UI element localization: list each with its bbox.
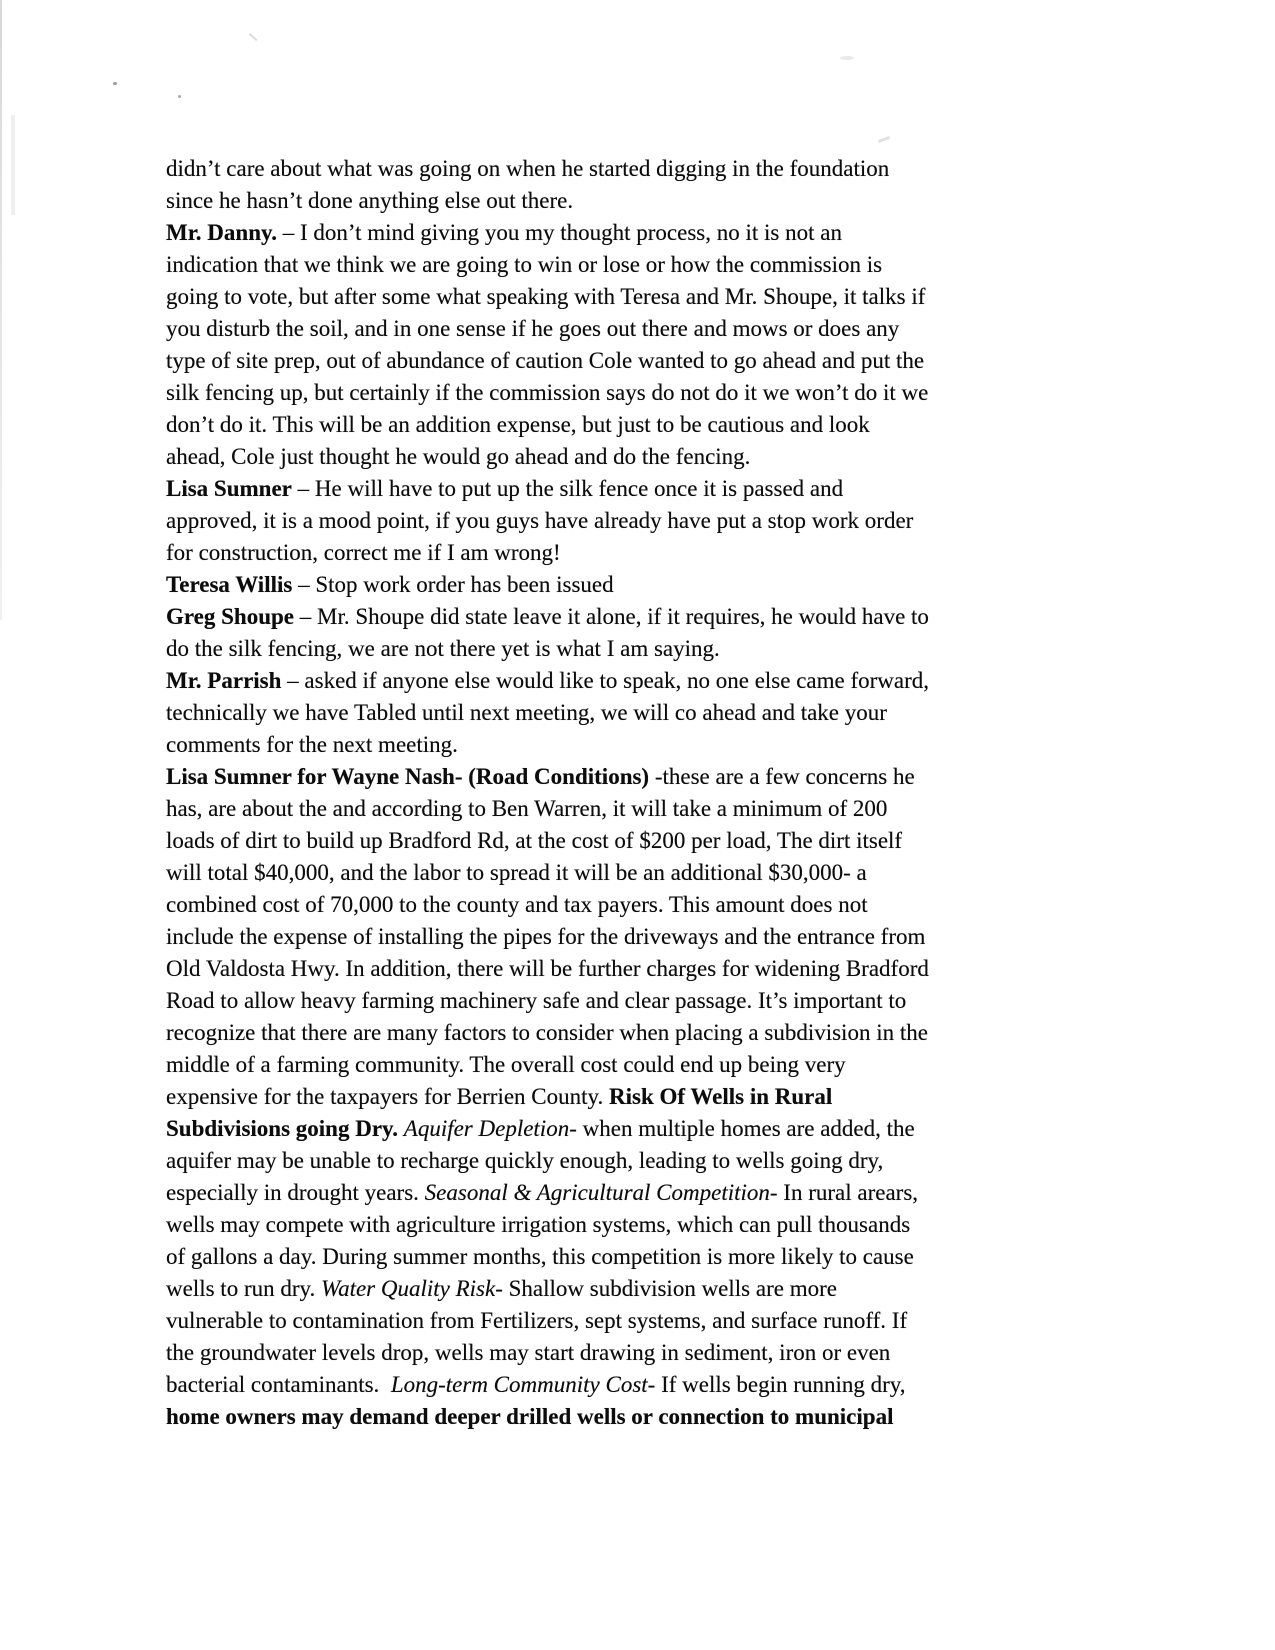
text-run: Old Valdosta Hwy. In addition, there will be further charges for widening Bradford (166, 956, 929, 981)
text-line (166, 217, 1066, 249)
text-line (166, 1369, 1066, 1401)
text-line (166, 1017, 1066, 1049)
text-line (166, 633, 1066, 665)
document-body (166, 153, 1066, 1433)
scan-edge-artifact (0, 0, 2, 620)
text-run: include the expense of installing the pipes for the driveways and the entrance from (166, 924, 926, 949)
text-line (166, 1337, 1066, 1369)
text-line (166, 473, 1066, 505)
text-line (166, 569, 1066, 601)
text-line (166, 1177, 1066, 1209)
text-line (166, 1241, 1066, 1273)
text-line (166, 729, 1066, 761)
text-line (166, 697, 1066, 729)
text-run: didn’t care about what was going on when he started digging in the foundation (166, 156, 890, 181)
text-run: – He will have to put up the silk fence once it is passed and (291, 476, 844, 501)
text-run: In rural arears, (777, 1180, 919, 1205)
text-run: do the silk fencing, we are not there yet is what I am saying. (166, 636, 720, 661)
text-run: especially in drought years. (166, 1180, 425, 1205)
text-line (166, 441, 1066, 473)
scan-speck (878, 136, 890, 143)
text-run: indication that we think we are going to win or lose or how the commission is (166, 252, 883, 277)
text-line (166, 1145, 1066, 1177)
text-run: home owners may demand deeper drilled wells or connection to municipal (166, 1404, 894, 1429)
text-run: – asked if anyone else would like to speak, no one else came forward, (281, 668, 930, 693)
scan-streak-artifact (11, 115, 15, 215)
text-line (166, 281, 1066, 313)
text-line (166, 985, 1066, 1017)
text-run: Mr. Danny. (166, 220, 277, 245)
text-run: – I don’t mind giving you my thought process, no it is not an (276, 220, 842, 245)
text-line (166, 921, 1066, 953)
text-run: ahead, Cole just thought he would go ahead and do the fencing. (166, 444, 751, 469)
text-line (166, 1305, 1066, 1337)
text-run: will total $40,000, and the labor to spread it will be an additional $30,000- a (166, 860, 867, 885)
text-run: Long-term Community Cost- (390, 1372, 656, 1397)
text-run: – Stop work order has been issued (292, 572, 614, 597)
text-line (166, 793, 1066, 825)
text-run: middle of a farming community. The overall cost could end up being very (166, 1052, 846, 1077)
text-run: don’t do it. This will be an addition expense, but just to be cautious and look (166, 412, 870, 437)
text-line (166, 665, 1066, 697)
text-line (166, 185, 1066, 217)
text-run: approved, it is a mood point, if you guys have already have put a stop work order (166, 508, 914, 533)
text-run: Risk Of Wells in Rural (609, 1084, 833, 1109)
text-run: you disturb the soil, and in one sense if he goes out there and mows or does any (166, 316, 900, 341)
text-run: Teresa Willis (166, 572, 293, 597)
text-line (166, 1081, 1066, 1113)
text-line (166, 953, 1066, 985)
text-run: for construction, correct me if I am wrong! (166, 540, 561, 565)
text-line (166, 857, 1066, 889)
text-run: comments for the next meeting. (166, 732, 458, 757)
text-run: combined cost of 70,000 to the county and tax payers. This amount does not (166, 892, 868, 917)
text-line (166, 1113, 1066, 1145)
text-run: -these are a few concerns he (649, 764, 915, 789)
text-line (166, 249, 1066, 281)
text-run: wells to run dry. (166, 1276, 322, 1301)
text-line (166, 889, 1066, 921)
text-run: the groundwater levels drop, wells may start drawing in sediment, iron or even (166, 1340, 891, 1365)
text-run: when multiple homes are added, the (576, 1116, 915, 1141)
text-run: expensive for the taxpayers for Berrien County. (166, 1084, 610, 1109)
text-run: Aquifer Depletion- (403, 1116, 577, 1141)
text-run: going to vote, but after some what speaking with Teresa and Mr. Shoupe, it talks if (166, 284, 926, 309)
scan-speck (113, 82, 117, 85)
text-line (166, 313, 1066, 345)
text-run: If wells begin running dry, (655, 1372, 906, 1397)
scan-speck (178, 95, 181, 98)
text-run: Seasonal & Agricultural Competition- (424, 1180, 778, 1205)
text-run: type of site prep, out of abundance of caution Cole wanted to go ahead and put the (166, 348, 925, 373)
text-run: Mr. Parrish (166, 668, 282, 693)
text-run: – Mr. Shoupe did state leave it alone, if it requires, he would have to (294, 604, 929, 629)
text-line (166, 345, 1066, 377)
text-run: vulnerable to contamination from Fertilizers, sept systems, and surface runoff. If (166, 1308, 908, 1333)
scan-speck (249, 33, 258, 41)
text-run: silk fencing up, but certainly if the commission says do not do it we won’t do it we (166, 380, 929, 405)
text-line (166, 153, 1066, 185)
text-line (166, 1273, 1066, 1305)
text-run: recognize that there are many factors to consider when placing a subdivision in the (166, 1020, 928, 1045)
text-line (166, 825, 1066, 857)
text-run: loads of dirt to build up Bradford Rd, at the cost of $200 per load, The dirt itself (166, 828, 903, 853)
text-line (166, 409, 1066, 441)
text-run: technically we have Tabled until next meeting, we will co ahead and take your (166, 700, 887, 725)
text-run: Greg Shoupe (166, 604, 295, 629)
text-line (166, 601, 1066, 633)
text-run: Lisa Sumner for Wayne Nash- (Road Conditions) (166, 764, 650, 789)
scan-speck (840, 56, 854, 60)
text-run: Lisa Sumner (166, 476, 292, 501)
text-run: Subdivisions going Dry. (166, 1116, 404, 1141)
text-line (166, 377, 1066, 409)
text-run: aquifer may be unable to recharge quickly enough, leading to wells going dry, (166, 1148, 884, 1173)
text-line (166, 537, 1066, 569)
text-line (166, 505, 1066, 537)
text-run: since he hasn’t done anything else out there. (166, 188, 574, 213)
text-line (166, 1209, 1066, 1241)
text-run: Water Quality Risk- (321, 1276, 503, 1301)
text-run: Shallow subdivision wells are more (502, 1276, 837, 1301)
text-run: has, are about the and according to Ben Warren, it will take a minimum of 200 (166, 796, 888, 821)
text-run: of gallons a day. During summer months, this competition is more likely to cause (166, 1244, 914, 1269)
text-run: bacterial contaminants. (166, 1372, 391, 1397)
text-line (166, 761, 1066, 793)
text-run: Road to allow heavy farming machinery safe and clear passage. It’s important to (166, 988, 907, 1013)
text-line (166, 1049, 1066, 1081)
text-line (166, 1401, 1066, 1433)
text-run: wells may compete with agriculture irrigation systems, which can pull thousands (166, 1212, 911, 1237)
